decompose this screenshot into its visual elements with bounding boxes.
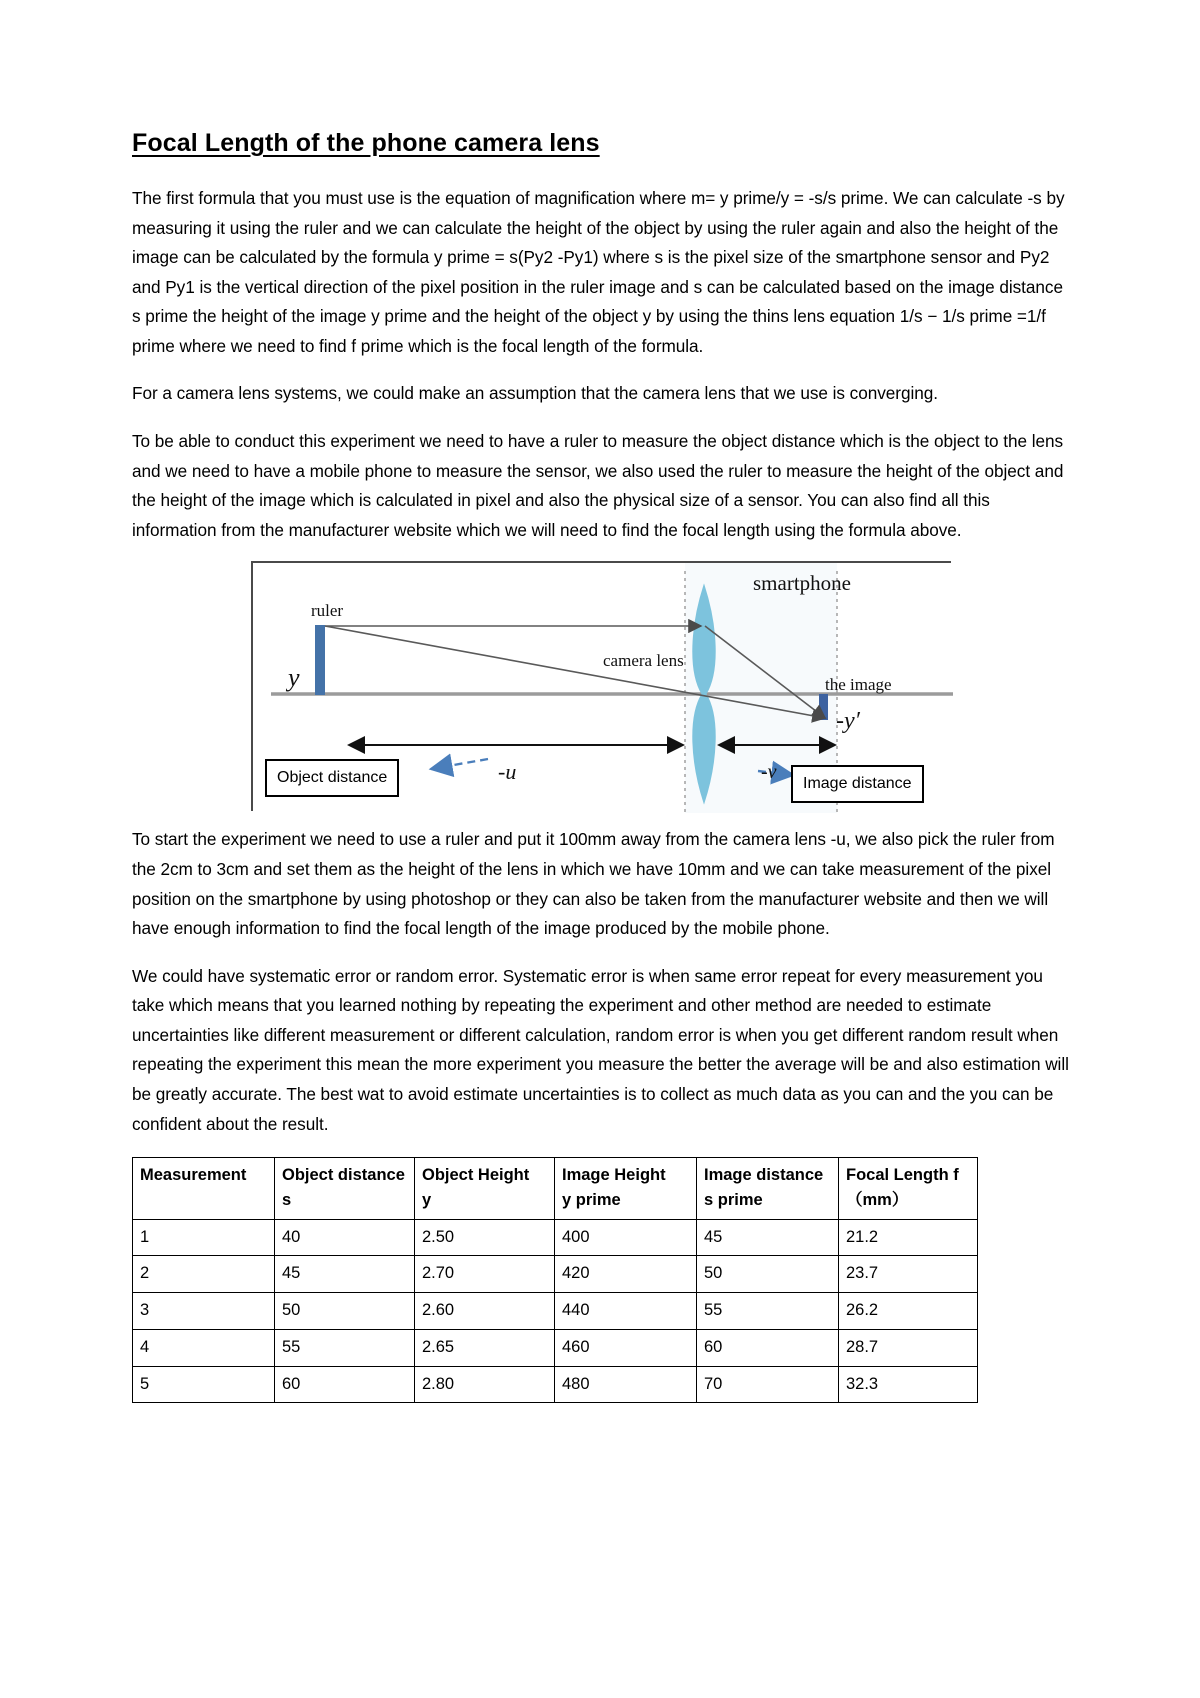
- header-main: Focal Length f: [846, 1166, 959, 1185]
- table-header-measurement: [133, 1158, 275, 1220]
- cell-image-height: 420: [555, 1256, 697, 1293]
- cell-focal-length: 21.2: [839, 1219, 978, 1256]
- figure-label-object-distance-symbol: -u: [498, 759, 517, 785]
- cell-object-height: 2.65: [415, 1329, 555, 1366]
- object-distance-leader: [431, 759, 488, 769]
- cell-image-distance: 45: [697, 1219, 839, 1256]
- optics-diagram: [251, 561, 951, 811]
- cell-object-distance: 55: [275, 1329, 415, 1366]
- measurements-table: [132, 1157, 978, 1403]
- table-row: [133, 1329, 978, 1366]
- header-sub: y prime: [562, 1190, 621, 1209]
- cell-image-height: 480: [555, 1366, 697, 1403]
- optics-figure-container: [132, 561, 1070, 811]
- cell-image-height: 400: [555, 1219, 697, 1256]
- cell-image-height: 460: [555, 1329, 697, 1366]
- cell-focal-length: 26.2: [839, 1293, 978, 1330]
- paragraph-5: We could have systematic error or random error. Systematic error is when same error repeat for every measurement you take which means that you learned nothing by repeating the experiment and other method are needed to estimate uncertainties like different measurement or different calculation, random error is when you get different random result when repeating the experiment this mean the more experiment you measure the better the average will be and also estimation will be greatly accurate. The best wat to avoid estimate uncertainties is to collect as much data as you can and the you can be confident about the result.: [132, 965, 1069, 1134]
- cell-image-distance: 55: [697, 1293, 839, 1330]
- figure-label-ruler: ruler: [311, 601, 344, 621]
- cell-object-height: 2.70: [415, 1256, 555, 1293]
- cell-image-distance: 70: [697, 1366, 839, 1403]
- cell-focal-length: 23.7: [839, 1256, 978, 1293]
- cell-object-distance: 40: [275, 1219, 415, 1256]
- cell-focal-length: 32.3: [839, 1366, 978, 1403]
- figure-label-smartphone: smartphone: [753, 571, 851, 596]
- cell-image-height: 440: [555, 1293, 697, 1330]
- table-header-image-height: [555, 1158, 697, 1220]
- header-main: Image Height: [562, 1166, 666, 1185]
- object-bar: [315, 625, 325, 695]
- cell-focal-length: 28.7: [839, 1329, 978, 1366]
- table-header-object-height: [415, 1158, 555, 1220]
- cell-object-distance: 50: [275, 1293, 415, 1330]
- cell-measurement: 5: [133, 1366, 275, 1403]
- table-row: [133, 1219, 978, 1256]
- figure-label-image-height: -y′: [836, 708, 860, 735]
- table-header-focal-length: [839, 1158, 978, 1220]
- cell-measurement: 3: [133, 1293, 275, 1330]
- cell-object-height: 2.60: [415, 1293, 555, 1330]
- table-header-image-distance: [697, 1158, 839, 1220]
- cell-object-height: 2.80: [415, 1366, 555, 1403]
- callout-image-distance: Image distance: [791, 765, 924, 803]
- table-row: [133, 1293, 978, 1330]
- cell-measurement: 2: [133, 1256, 275, 1293]
- header-sub: s: [282, 1190, 292, 1209]
- cell-measurement: 4: [133, 1329, 275, 1366]
- callout-object-distance: Object distance: [265, 759, 399, 797]
- table-header-row: [133, 1158, 978, 1220]
- header-main: Image distance: [704, 1166, 824, 1185]
- figure-label-image-distance-symbol: -v: [761, 761, 777, 784]
- table-row: [133, 1366, 978, 1403]
- cell-object-height: 2.50: [415, 1219, 555, 1256]
- figure-label-object-height: y: [288, 663, 300, 693]
- paragraph-2: For a camera lens systems, we could make an assumption that the camera lens that we use is converging.: [132, 383, 938, 404]
- header-main: Measurement: [140, 1166, 247, 1185]
- page-title: Focal Length of the phone camera lens: [132, 129, 600, 157]
- cell-object-distance: 45: [275, 1256, 415, 1293]
- paragraph-1: The first formula that you must use is the equation of magnification where m= y prime/y = -s/s prime. We can calculate -s by measuring it using the ruler and we can calculate the height of the object by using the ruler again and also the height of the image can be calculated by the formula y prime = s(Py2 -Py1) where s is the pixel size of the smartphone sensor and Py2 and Py1 is the vertical direction of the pixel position in the ruler image and s can be calculated based on the image distance s prime the height of the image y prime and the height of the object y by using the thins lens equation 1/s − 1/s prime =1/f prime where we need to find f prime which is the focal length of the formula.: [132, 188, 1065, 356]
- header-main: Object distance: [282, 1166, 405, 1185]
- cell-object-distance: 60: [275, 1366, 415, 1403]
- figure-label-camera-lens: camera lens: [603, 651, 684, 671]
- figure-label-the-image: the image: [825, 675, 892, 695]
- header-sub: s prime: [704, 1190, 763, 1209]
- header-main: Object Height: [422, 1166, 530, 1185]
- header-sub: （mm）: [846, 1190, 909, 1209]
- table-header-object-distance: [275, 1158, 415, 1220]
- paragraph-3: To be able to conduct this experiment we need to have a ruler to measure the object distance which is the object to the lens and we need to have a mobile phone to measure the sensor, we also used the ruler to measure the height of the object and the height of the image which is calculated in pixel and also the physical size of a sensor. You can also find all this information from the manufacturer website which we will need to find the focal length using the formula above.: [132, 431, 1064, 540]
- paragraph-4: To start the experiment we need to use a ruler and put it 100mm away from the camera lens -u, we also pick the ruler from the 2cm to 3cm and set them as the height of the lens in which we have 10mm and we can take measurement of the pixel position on the smartphone by using photoshop or they can also be taken from the manufacturer website and then we will have enough information to find the focal length of the image produced by the mobile phone.: [132, 829, 1055, 939]
- table-row: [133, 1256, 978, 1293]
- cell-measurement: 1: [133, 1219, 275, 1256]
- cell-image-distance: 50: [697, 1256, 839, 1293]
- cell-image-distance: 60: [697, 1329, 839, 1366]
- header-sub: y: [422, 1190, 432, 1209]
